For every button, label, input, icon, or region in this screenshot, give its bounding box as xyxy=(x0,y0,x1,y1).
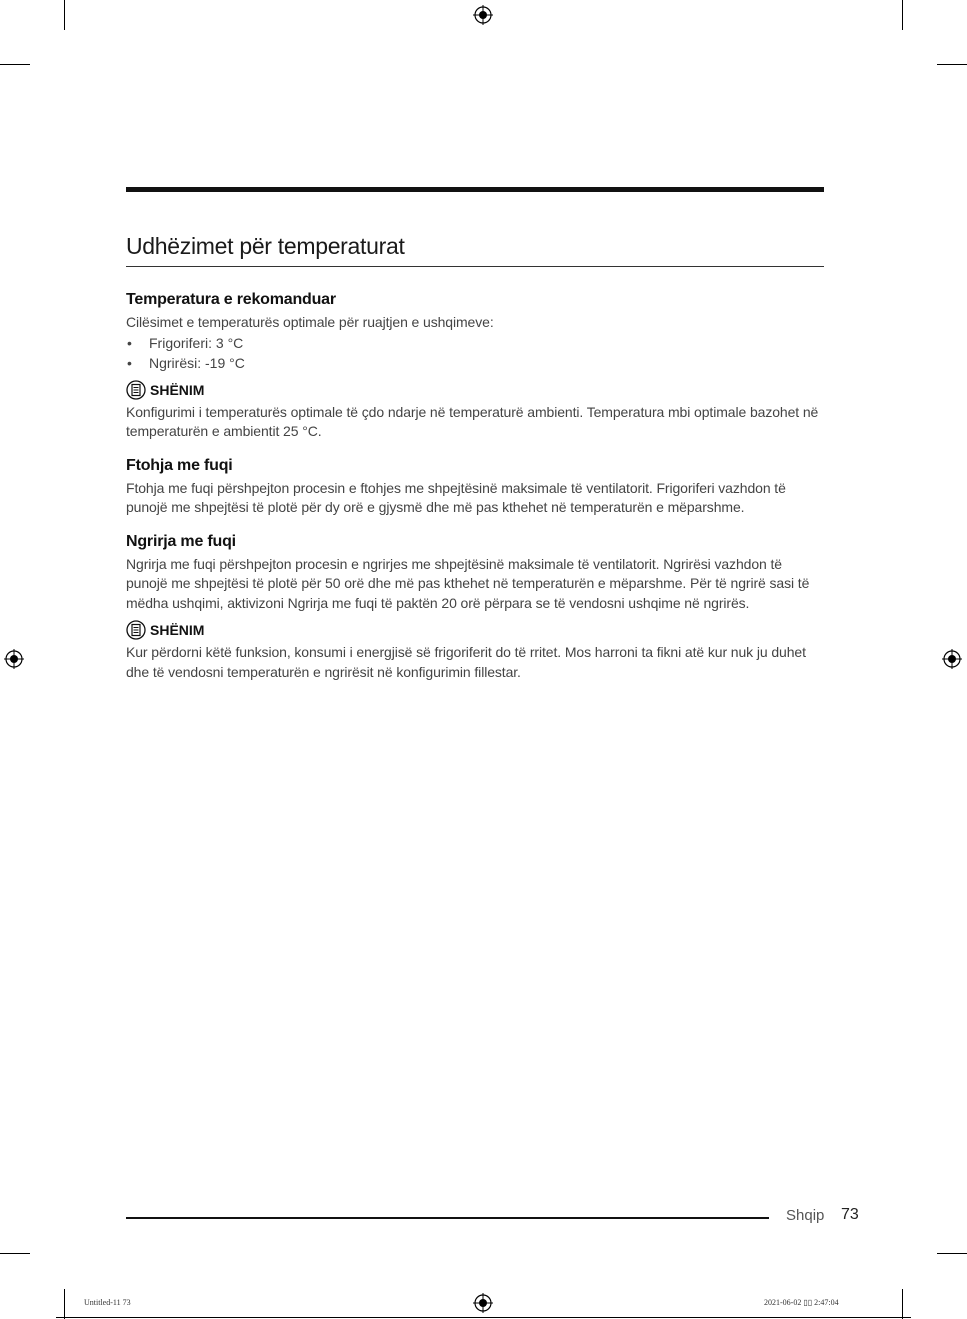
section-heading: Ngrirja me fuqi xyxy=(126,532,236,550)
page-title: Udhëzimet për temperaturat xyxy=(126,233,405,259)
footer-rule xyxy=(126,1217,769,1219)
note-icon xyxy=(126,380,146,400)
registration-mark-icon xyxy=(473,5,493,25)
section-text: Ftohja me fuqi përshpejton procesin e ftohjes me shpejtësinë maksimale të ventilatorit. Frigoriferi vazhdon të punojë me shpejtësi të plotë për dy orë e gjysmë dhe më pas kthehet në temperaturën e mëparshme. xyxy=(126,479,786,515)
top-rule xyxy=(126,187,824,192)
list-item xyxy=(126,353,826,373)
bullet-icon: • xyxy=(127,354,132,371)
main-content xyxy=(126,290,826,682)
section-text: Ngrirja me fuqi përshpejton procesin e ngrirjes me shpejtësinë maksimale të ventilatorit. Ngrirësi vazhdon të punojë me shpejtësi të plotë për 50 orë dhe më pas kthehet në temperaturën e mëparshme. Për të ngrirë sasi të mëdha ushqimi, aktivizoni Ngrirja me fuqi të paktën 20 orë përpara se të vendosni ushqime në ngrirës. xyxy=(126,555,810,611)
crop-mark xyxy=(0,1253,30,1254)
note-header xyxy=(126,619,826,641)
section-fast-freeze xyxy=(126,532,826,683)
print-slug-right: 2021-06-02 ▯▯ 2:47:04 xyxy=(764,1298,839,1307)
list-item-text: Ngrirësi: -19 °C xyxy=(149,354,245,371)
crop-mark xyxy=(937,1253,967,1254)
crop-mark xyxy=(902,0,903,30)
title-rule xyxy=(126,266,824,267)
note-text: Kur përdorni këtë funksion, konsumi i energjisë së frigoriferit do të rritet. Mos harroni ta fikni atë kur nuk ju duhet dhe të vendosni temperaturën e ngrirësit në konfigurimin fillestar. xyxy=(126,644,806,680)
crop-mark xyxy=(0,64,30,65)
note-icon xyxy=(126,620,146,640)
note-text: Konfigurimi i temperaturës optimale të çdo ndarje në temperaturë ambienti. Temperatura mbi optimale bazohet në temperaturën e ambientit 25 °C. xyxy=(126,403,819,439)
section-fast-cool xyxy=(126,456,826,518)
registration-mark-icon xyxy=(473,1293,493,1313)
page-number: 73 xyxy=(841,1206,859,1223)
footer-slug-line xyxy=(56,1317,911,1318)
list-item xyxy=(126,333,826,353)
crop-mark xyxy=(937,64,967,65)
list-item-text: Frigoriferi: 3 °C xyxy=(149,334,244,351)
section-heading: Ftohja me fuqi xyxy=(126,456,233,474)
temperature-list xyxy=(126,333,826,373)
registration-mark-icon xyxy=(4,649,24,669)
section-heading: Temperatura e rekomanduar xyxy=(126,291,336,308)
print-slug-left: Untitled-11 73 xyxy=(84,1298,131,1307)
note-label: SHËNIM xyxy=(150,381,205,398)
language-label: Shqip xyxy=(786,1207,825,1224)
section-intro: Cilësimet e temperaturës optimale për ruajtjen e ushqimeve: xyxy=(126,314,494,330)
registration-mark-icon xyxy=(942,649,962,669)
note-label: SHËNIM xyxy=(150,622,205,638)
crop-mark xyxy=(64,1289,65,1319)
crop-mark xyxy=(902,1289,903,1319)
section-recommended-temperature xyxy=(126,290,826,442)
note-header xyxy=(126,379,826,401)
bullet-icon: • xyxy=(127,334,132,351)
crop-mark xyxy=(64,0,65,30)
